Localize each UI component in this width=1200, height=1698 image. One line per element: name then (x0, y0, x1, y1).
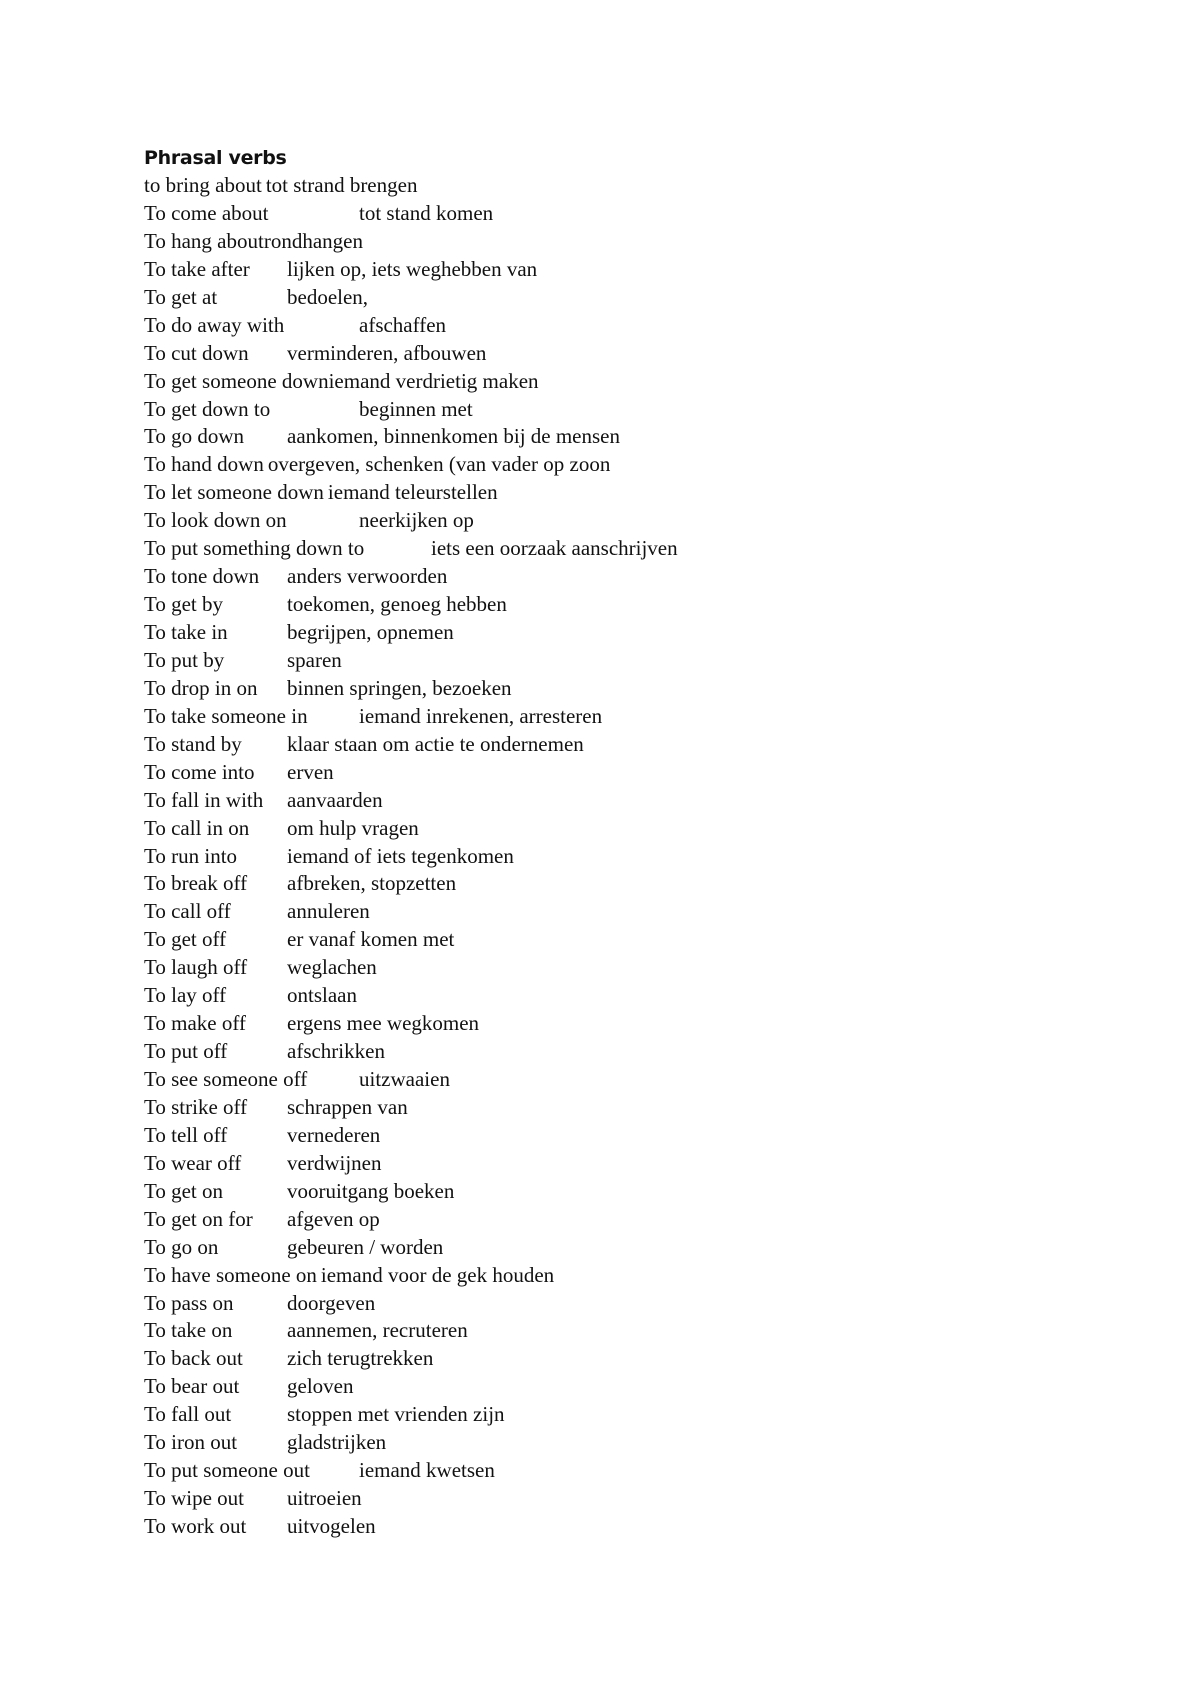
translation: stoppen met vrienden zijn (287, 1402, 505, 1427)
translation: vooruitgang boeken (287, 1178, 455, 1203)
list-item (144, 1513, 1044, 1541)
translation: klaar staan om actie te ondernemen (287, 731, 584, 756)
phrasal-verb: To call in on (144, 815, 250, 840)
phrasal-verb: To work out (144, 1514, 247, 1538)
list-item (144, 1150, 1044, 1178)
phrasal-verb: to bring about (144, 173, 262, 197)
translation: aankomen, binnenkomen bij de mensen (287, 424, 620, 449)
phrasal-verb: To laugh off (144, 955, 248, 980)
phrasal-verb: To break off (144, 871, 248, 896)
phrasal-verb: To get on (144, 1178, 224, 1203)
translation: overgeven, schenken (van vader op zoon (267, 452, 611, 477)
phrasal-verb: To come into (144, 759, 255, 784)
phrasal-verb: To get at (144, 284, 218, 309)
translation: bedoelen, (287, 284, 369, 309)
phrasal-verb: To have someone on (144, 1262, 317, 1287)
list-item (144, 591, 1044, 619)
list-item (144, 1010, 1044, 1038)
translation: verdwijnen (287, 1150, 382, 1175)
list-item (144, 228, 1044, 256)
list-item (144, 1178, 1044, 1206)
list-item (144, 759, 1044, 787)
list-item (144, 731, 1044, 759)
list-item (144, 954, 1044, 982)
phrasal-verb: To put by (144, 647, 225, 672)
list-item (144, 312, 1044, 340)
list-item (144, 1429, 1044, 1457)
translation: iemand kwetsen (359, 1458, 495, 1483)
translation: afgeven op (287, 1206, 380, 1231)
translation: aanvaarden (287, 787, 383, 812)
translation: neerkijken op (359, 508, 474, 533)
translation: uitroeien (287, 1486, 362, 1511)
phrasal-verb: To lay off (144, 983, 227, 1008)
translation: iemand of iets tegenkomen (287, 843, 514, 868)
translation: gebeuren / worden (287, 1234, 444, 1259)
list-item (144, 1485, 1044, 1513)
translation: tot stand komen (359, 200, 494, 225)
translation: lijken op, iets weghebben van (287, 256, 538, 281)
phrasal-verb: To wear off (144, 1150, 242, 1175)
translation: iemand inrekenen, arresteren (359, 703, 603, 728)
list-item (144, 1234, 1044, 1262)
phrasal-verb: To get on for (144, 1206, 253, 1231)
list-item (144, 396, 1044, 424)
translation: afschrikken (287, 1039, 385, 1064)
translation: anders verwoorden (287, 564, 448, 589)
list-item (144, 1401, 1044, 1429)
phrasal-verb: To see someone off (144, 1067, 308, 1091)
translation: om hulp vragen (287, 815, 419, 840)
translation: binnen springen, bezoeken (287, 675, 512, 700)
list-item (144, 1122, 1044, 1150)
page-title: Phrasal verbs (144, 147, 287, 169)
phrasal-verb: To cut down (144, 340, 249, 365)
list-item (144, 340, 1044, 368)
phrasal-verb-list (144, 172, 1044, 1541)
translation: ergens mee wegkomen (287, 1011, 480, 1036)
list-item (144, 200, 1044, 228)
list-item (144, 843, 1044, 871)
list-item (144, 563, 1044, 591)
phrasal-verb: To get down to (144, 396, 271, 421)
phrasal-verb: To put something down to (144, 536, 365, 561)
list-item (144, 1345, 1044, 1373)
translation: verminderen, afbouwen (287, 340, 487, 365)
translation: tot strand brengen (265, 173, 418, 197)
translation: zich terugtrekken (287, 1346, 434, 1371)
translation: begrijpen, opnemen (287, 620, 454, 644)
list-item (144, 815, 1044, 843)
phrasal-verb: To go down (144, 424, 245, 449)
translation: ontslaan (287, 983, 357, 1008)
list-item (144, 451, 1044, 479)
phrasal-verb: To go on (144, 1234, 219, 1259)
translation: geloven (287, 1374, 354, 1399)
phrasal-verb: To run into (144, 843, 238, 868)
phrasal-verb: To take on (144, 1318, 233, 1343)
document-body (144, 144, 1044, 1541)
list-item (144, 1457, 1044, 1485)
phrasal-verb: To pass on (144, 1290, 234, 1315)
phrasal-verb: To back out (144, 1346, 243, 1371)
translation: schrappen van (287, 1094, 408, 1119)
list-item (144, 172, 1044, 200)
phrasal-verb: To make off (144, 1011, 246, 1036)
translation: afbreken, stopzetten (287, 871, 457, 896)
translation: gladstrijken (287, 1430, 387, 1455)
translation: sparen (287, 647, 342, 672)
list-item (144, 787, 1044, 815)
phrasal-verb: To get off (144, 927, 227, 952)
translation: uitvogelen (287, 1514, 376, 1538)
list-item (144, 647, 1044, 675)
translation: erven (287, 759, 334, 784)
translation: er vanaf komen met (287, 927, 455, 952)
phrasal-verb: To get someone down (144, 368, 329, 393)
translation: afschaffen (359, 312, 447, 337)
translation: rondhangen (263, 228, 363, 253)
list-item (144, 1317, 1044, 1345)
list-item (144, 1094, 1044, 1122)
phrasal-verb: To tell off (144, 1122, 228, 1147)
phrasal-verb: To take in (144, 620, 228, 644)
translation: weglachen (287, 955, 377, 980)
list-item (144, 256, 1044, 284)
list-item (144, 368, 1044, 396)
phrasal-verb: To look down on (144, 508, 287, 533)
phrasal-verb: To fall out (144, 1402, 232, 1427)
translation: aannemen, recruteren (287, 1318, 468, 1343)
translation: iemand voor de gek houden (320, 1262, 555, 1287)
list-item (144, 703, 1044, 731)
phrasal-verb: To do away with (144, 312, 285, 337)
phrasal-verb: To wipe out (144, 1486, 245, 1511)
list-item (144, 423, 1044, 451)
translation: iemand teleurstellen (327, 480, 498, 505)
phrasal-verb: To get by (144, 592, 224, 617)
phrasal-verb: To bear out (144, 1374, 240, 1399)
translation: iets een oorzaak aanschrijven (431, 536, 678, 561)
translation: doorgeven (287, 1290, 376, 1315)
translation: iemand verdrietig maken (328, 368, 539, 393)
phrasal-verb: To hang about (144, 228, 264, 253)
phrasal-verb: To take someone in (144, 703, 308, 728)
list-item (144, 675, 1044, 703)
list-item (144, 1290, 1044, 1318)
list-item (144, 619, 1044, 647)
phrasal-verb: To put someone out (144, 1458, 310, 1483)
list-item (144, 1262, 1044, 1290)
phrasal-verb: To call off (144, 899, 231, 924)
phrasal-verb: To strike off (144, 1094, 248, 1119)
translation: uitzwaaien (359, 1067, 450, 1091)
phrasal-verb: To drop in on (144, 675, 258, 700)
list-item (144, 1066, 1044, 1094)
list-item (144, 1373, 1044, 1401)
translation: vernederen (287, 1122, 381, 1147)
list-item (144, 982, 1044, 1010)
list-item (144, 479, 1044, 507)
phrasal-verb: To iron out (144, 1430, 238, 1455)
phrasal-verb: To come about (144, 200, 269, 225)
translation: beginnen met (359, 396, 473, 421)
list-item (144, 1038, 1044, 1066)
phrasal-verb: To tone down (144, 564, 260, 589)
list-item (144, 507, 1044, 535)
translation: annuleren (287, 899, 370, 924)
list-item (144, 535, 1044, 563)
phrasal-verb: To let someone down (144, 480, 324, 505)
phrasal-verb: To hand down (144, 452, 264, 477)
list-item (144, 1206, 1044, 1234)
phrasal-verb: To put off (144, 1039, 228, 1064)
list-item (144, 898, 1044, 926)
list-item (144, 870, 1044, 898)
phrasal-verb: To fall in with (144, 787, 264, 812)
phrasal-verb: To stand by (144, 731, 242, 756)
translation: toekomen, genoeg hebben (287, 592, 507, 617)
list-item (144, 926, 1044, 954)
list-item (144, 284, 1044, 312)
phrasal-verb: To take after (144, 256, 250, 281)
